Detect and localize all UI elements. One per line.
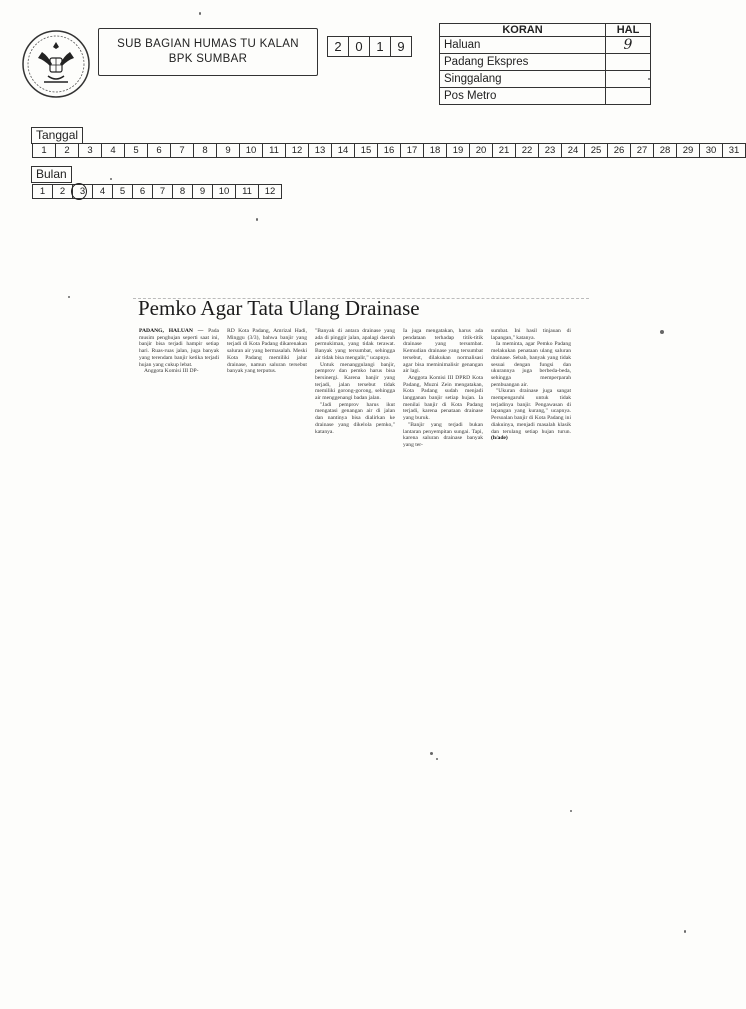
article-column-2 — [227, 328, 307, 375]
bulan-month-cell: 1 — [32, 184, 53, 199]
tanggal-day-cell: 15 — [354, 143, 378, 158]
bulan-month-cell: 9 — [192, 184, 213, 199]
tanggal-day-cell: 16 — [377, 143, 401, 158]
tanggal-day-cell: 28 — [653, 143, 677, 158]
scan-speck — [199, 12, 201, 15]
article-column-1 — [139, 328, 219, 375]
tanggal-day-cell: 7 — [170, 143, 194, 158]
tanggal-day-cell: 21 — [492, 143, 516, 158]
scan-speck — [110, 178, 112, 180]
bulan-month-cell: 5 — [112, 184, 133, 199]
selected-month-circle — [71, 183, 87, 200]
year-digit: 1 — [369, 36, 391, 57]
tanggal-day-cell: 8 — [193, 143, 217, 158]
tanggal-day-cell: 18 — [423, 143, 447, 158]
scan-speck — [68, 296, 70, 298]
hal-header: HAL — [606, 24, 651, 37]
year-digit: 9 — [390, 36, 412, 57]
tanggal-day-cell: 20 — [469, 143, 493, 158]
article-paragraph: Ia meminta, agar Pemko Padang melakukan penataan ulang saluran drainase. Sebab, banyak yang tidak sesuai dengan fungsi dan ukurannya juga berbeda-beda, sehingga memperparah pembuangan air. — [491, 341, 571, 388]
koran-table — [439, 23, 651, 105]
tanggal-day-cell: 12 — [285, 143, 309, 158]
scan-speck — [256, 218, 258, 221]
tanggal-day-cell: 29 — [676, 143, 700, 158]
bulan-month-cell: 6 — [132, 184, 153, 199]
article-column-3 — [315, 328, 395, 435]
year-digit: 2 — [327, 36, 349, 57]
bulan-month-cell: 4 — [92, 184, 113, 199]
tanggal-day-row — [33, 143, 746, 158]
bulan-month-cell: 8 — [172, 184, 193, 199]
koran-header: KORAN — [440, 24, 606, 37]
koran-row-haluan: Haluan — [440, 37, 606, 54]
tanggal-day-cell: 30 — [699, 143, 723, 158]
bulan-month-cell: 2 — [52, 184, 73, 199]
tanggal-day-cell: 17 — [400, 143, 424, 158]
garuda-emblem-icon — [20, 28, 92, 100]
article-paragraph: PADANG, HALUAN — Pada musim penghujan seperti saat ini, banjir bisa terjadi hampir setiap hari. Ruas-ruas jalan, juga banyak yang terendam banjir ketika terjadi hujan yang cukup lebat. — [139, 328, 219, 368]
tanggal-day-cell: 4 — [101, 143, 125, 158]
tanggal-day-cell: 22 — [515, 143, 539, 158]
koran-row-pos-metro: Pos Metro — [440, 88, 606, 105]
scan-speck — [648, 78, 650, 80]
bulan-month-cell: 11 — [235, 184, 259, 199]
tanggal-day-cell: 6 — [147, 143, 171, 158]
scan-speck — [436, 758, 438, 760]
article-headline: Pemko Agar Tata Ulang Drainase — [138, 296, 420, 320]
year-box — [328, 36, 412, 57]
tanggal-day-cell: 26 — [607, 143, 631, 158]
article-paragraph: "Banjir yang terjadi bukan lantaran penyempitan sungai. Tapi, karena saluran drainase banyak yang ter- — [403, 421, 483, 448]
scan-speck — [660, 330, 664, 334]
article-paragraph: Untuk menanggulangi banjir, pemprov dan pemko harus bisa bersinergi. Karena banjir yang terjadi, jalan tersebut tidak memiliki gorong-gorong, sehingga air menggenangi badan jalan. — [315, 361, 395, 402]
tanggal-day-cell: 1 — [32, 143, 56, 158]
article-column-5 — [491, 328, 571, 442]
tanggal-day-cell: 9 — [216, 143, 240, 158]
year-digit: 0 — [348, 36, 370, 57]
tanggal-day-cell: 11 — [262, 143, 286, 158]
bulan-month-cell: 10 — [212, 184, 236, 199]
tanggal-day-cell: 23 — [538, 143, 562, 158]
tanggal-day-cell: 10 — [239, 143, 263, 158]
hal-value: 9 — [606, 37, 651, 54]
article-paragraph: sumbat. Ini hasil tinjauan di lapangan," katanya. — [491, 328, 571, 341]
hal-cell-empty — [606, 71, 651, 88]
scan-speck — [570, 810, 572, 812]
tanggal-day-cell: 31 — [722, 143, 746, 158]
article-paragraph: Ia juga mengatakan, harus ada pendataan terhadap titik-titik drainase yang tersumbat. Kemudian drainase yang tersumbat tersebut, dilakukan normalisasi agar bisa meminimalisir genangan air lagi. — [403, 328, 483, 375]
bulan-month-cell: 12 — [258, 184, 282, 199]
tanggal-day-cell: 19 — [446, 143, 470, 158]
bulan-month-cell: 3 — [72, 184, 93, 199]
scan-speck — [430, 752, 433, 755]
article-paragraph: RD Kota Padang, Amrizal Hadi, Minggu (3/3), bahwa banjir yang terjadi di Kota Padang dikarenakan saluran air yang bermasalah. Meski Kota Padang memiliki jalur drainase, namun saluran tersebut banyak yang terputus. — [227, 328, 307, 375]
article-byline: (h/ade) — [491, 435, 508, 442]
tanggal-day-cell: 14 — [331, 143, 355, 158]
tanggal-day-cell: 24 — [561, 143, 585, 158]
org-line1: SUB BAGIAN HUMAS TU KALAN — [117, 38, 299, 50]
tanggal-day-cell: 13 — [308, 143, 332, 158]
hal-cell-empty — [606, 88, 651, 105]
tanggal-day-cell: 2 — [55, 143, 79, 158]
org-box — [98, 28, 318, 76]
koran-row-singgalang: Singgalang — [440, 71, 606, 88]
article-dateline: PADANG, HALUAN — — [139, 328, 204, 334]
article-paragraph: "Banyak di antara drainase yang ada di pinggir jalan, apalagi daerah permukiman, yang tidak terawat. Banyak yang tersumbat, sehingga air tidak bisa mengalir," ucapnya. — [315, 328, 395, 361]
scan-speck — [684, 930, 686, 933]
article-paragraph: Anggota Komisi III DPRD Kota Padang, Muzni Zein mengatakan, Kota Padang sudah menjadi langganan banjir setiap hujan. Ia menilai banjir di Kota Padang terjadi, karena penataan drainase yang buruk. — [403, 374, 483, 422]
article-paragraph: "Ukuran drainase juga sangat mempengaruhi untuk tidak terjadinya banjir. Pengawasan di lapangan yang kurang," ucapnya. Persoalan banjir di Kota Padang ini diakuinya, menjadi masalah klasik dan terulang setiap hujan turun. (h/ade) — [491, 388, 571, 442]
koran-row-padang-ekspres: Padang Ekspres — [440, 54, 606, 71]
tanggal-day-cell: 3 — [78, 143, 102, 158]
tanggal-day-cell: 5 — [124, 143, 148, 158]
article-column-4 — [403, 328, 483, 449]
tanggal-day-cell: 27 — [630, 143, 654, 158]
tanggal-label: Tanggal — [31, 127, 83, 144]
bulan-label: Bulan — [31, 166, 72, 183]
bulan-month-cell: 7 — [152, 184, 173, 199]
article-paragraph: Anggota Komisi III DP- — [144, 368, 199, 375]
hal-cell-empty — [606, 54, 651, 71]
org-line2: BPK SUMBAR — [168, 53, 248, 65]
tanggal-day-cell: 25 — [584, 143, 608, 158]
article-paragraph: "Jadi pemprov harus ikut mengatasi genangan air di jalan dan nantinya bisa dialirkan ke drainase yang dikelola pemko," katanya. — [315, 401, 395, 435]
